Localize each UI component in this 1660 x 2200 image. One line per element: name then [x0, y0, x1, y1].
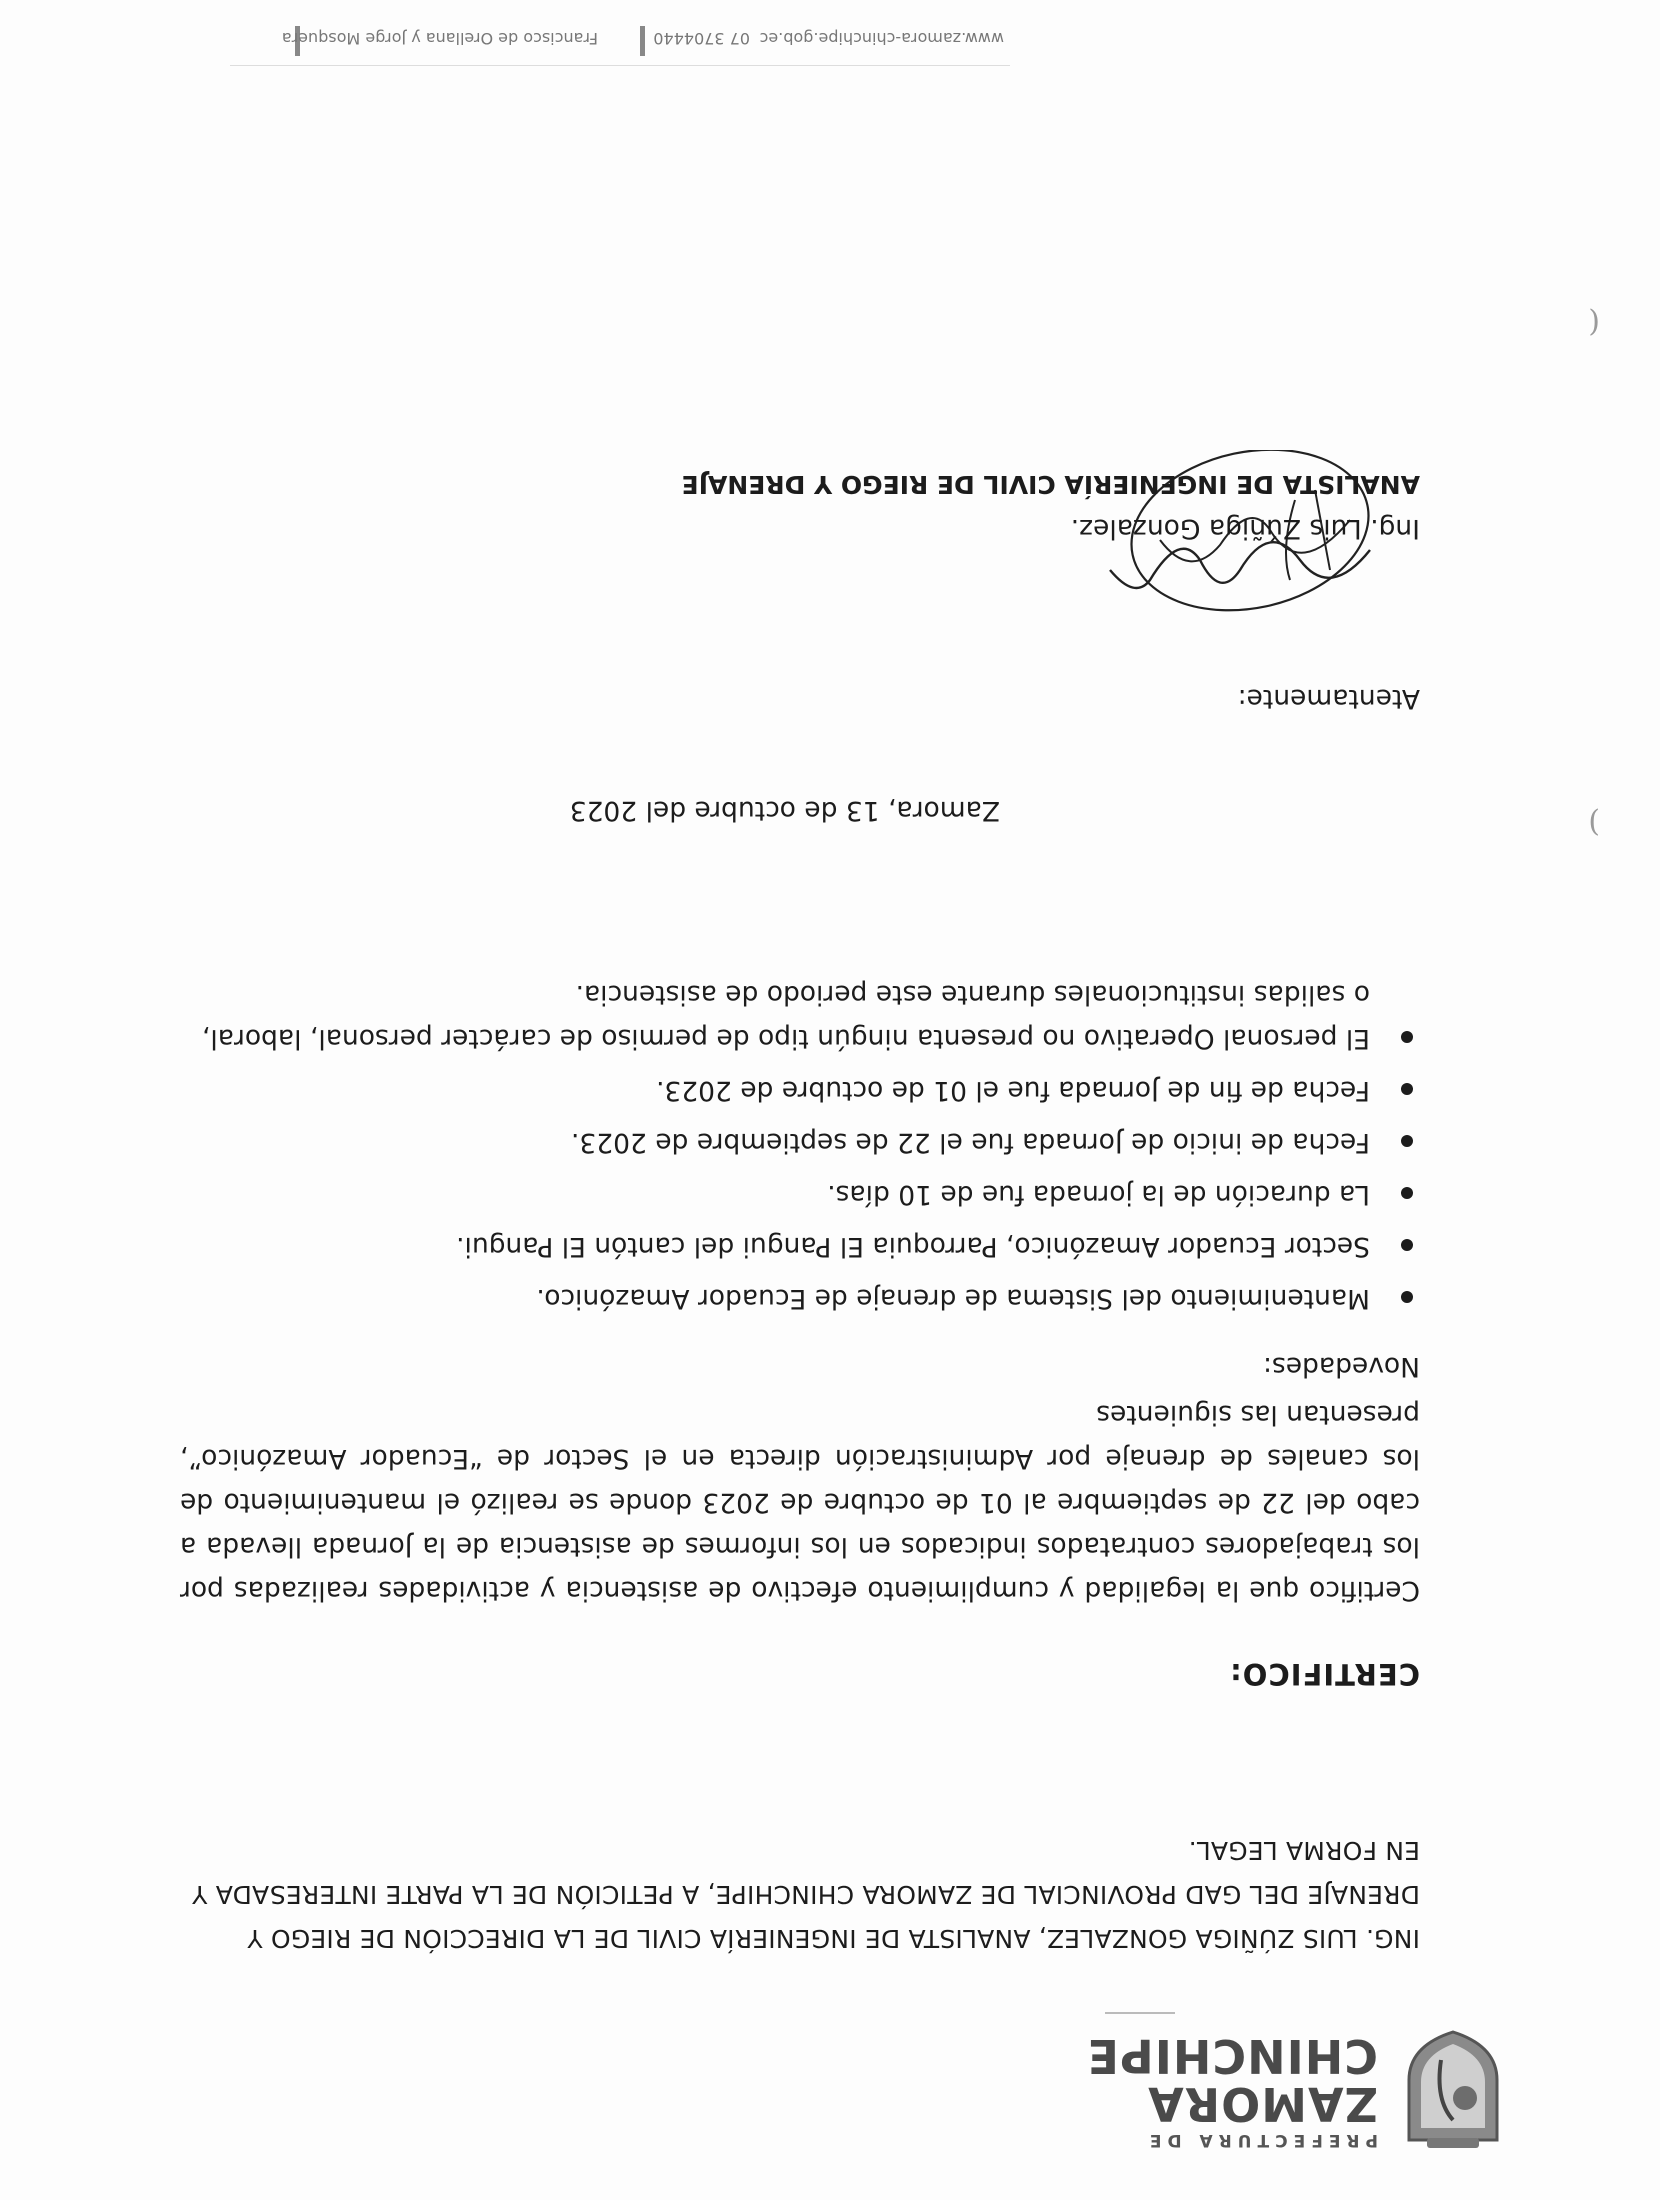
prefectura-logo-text: [1086, 2029, 1378, 2150]
list-item: La duración de la jornada fue de 10 días.: [180, 1172, 1420, 1216]
closing-salutation: Atentamente:: [1237, 683, 1420, 714]
signer-title: ANALISTA DE INGENIERÍA CIVIL DE RIEGO Y DRENAJE: [681, 470, 1420, 499]
novedades-list: [180, 964, 1420, 1320]
logo-line-chinchipe: CHINCHIPE: [1086, 2029, 1378, 2083]
footer-address: Francisco de Orellana y Jorge Mosquera: [281, 29, 598, 48]
novedades-label: Novedades:: [1263, 1351, 1420, 1382]
scan-speck: (: [1588, 305, 1600, 340]
list-item: Fecha de inicio de Jornada fue el 22 de septiembre de 2023.: [180, 1120, 1420, 1164]
list-item: El personal Operativo no presenta ningún tipo de permiso de carácter personal, laboral, o salidas institucionales durante este periodo de asistencia.: [180, 972, 1420, 1060]
logo-line-zamora: ZAMORA: [1147, 2077, 1378, 2131]
intro-paragraph: ING. LUIS ZÚÑIGA GONZALEZ, ANALISTA DE INGENIERÍA CIVIL DE LA DIRECCIÓN DE RIEGO Y DRENAJE DEL GAD PROVINCIAL DE ZAMORA CHINCHIPE, A PETICIÓN DE LA PARTE INTERESADA Y EN FORMA LEGAL.: [191, 1836, 1420, 1953]
list-item: Fecha de fin de Jornada fue el 01 de octubre de 2023.: [180, 1068, 1420, 1112]
list-item: Sector Ecuador Amazónico, Parroquia El Pangui del cantón El Pangui.: [180, 1224, 1420, 1268]
certifico-heading: CERTIFICO:: [1229, 1657, 1420, 1691]
footer-phone: 07 3704440: [653, 29, 750, 48]
list-item: Mantenimiento del Sistema de drenaje de Ecuador Amazónico.: [180, 1276, 1420, 1320]
date-line: Zamora, 13 de octubre del 2023: [569, 795, 1000, 826]
footer-rule: [230, 65, 1010, 66]
scan-speck: ): [1588, 805, 1600, 840]
certifico-paragraph: Certifico que la legalidad y cumplimiento efectivo de asistencia y actividades realizadas por los trabajadores contratados indicados en los informes de asistencia de la Jornada llevada a cabo del 22 de septiembre al 01 de octubre de 2023 donde se realizó el mantenimiento de los canales de drenaje por Administración directa en el Sector de “Ecuador Amazónico”, presentan las siguientes: [180, 1399, 1420, 1606]
prefectura-shield-logo: [1401, 2030, 1505, 2150]
footer-website: www.zamora-chinchipe.gob.ec: [759, 29, 1004, 48]
signer-name: Ing. Luis Zúñiga Gonzalez.: [1070, 513, 1420, 544]
logo-divider: [1105, 2012, 1175, 2014]
logo-prefix: PREFECTURA DE: [1143, 2130, 1378, 2150]
footer-separator: [640, 26, 645, 56]
